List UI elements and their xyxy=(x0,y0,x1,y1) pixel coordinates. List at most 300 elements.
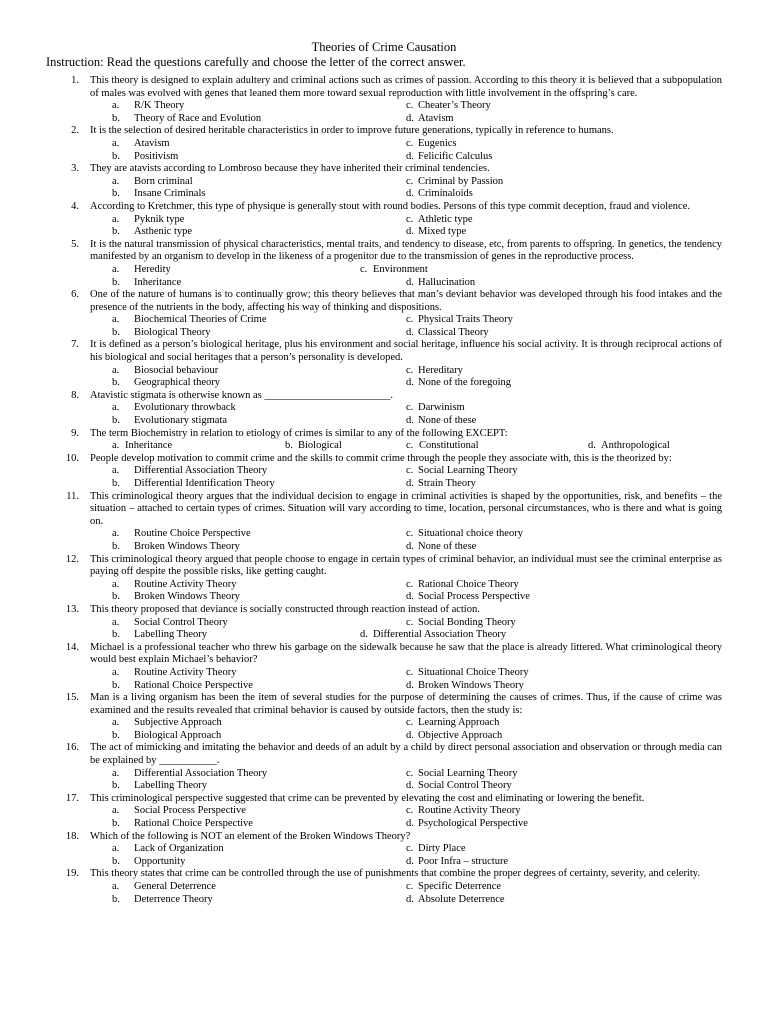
answer-option[interactable] xyxy=(360,264,428,277)
option-text: R/K Theory xyxy=(134,100,185,112)
option-row xyxy=(0,856,768,869)
option-text: Social Learning Theory xyxy=(418,465,518,477)
answer-option[interactable] xyxy=(112,843,224,856)
option-text: Eugenics xyxy=(418,137,457,149)
answer-option[interactable] xyxy=(112,314,266,327)
question-number: 12. xyxy=(65,553,79,565)
answer-option[interactable] xyxy=(406,214,473,227)
question-text: It is the natural transmission of physical characteristics, mental traits, and tendency to disease, etc, from parents to offspring. In genetics, the tendency manifested by an organism to develop in the likeness of a progenitor due to the transmission of genes in the reproductive process. xyxy=(90,238,722,263)
option-text: Differential Identification Theory xyxy=(134,478,275,489)
answer-option[interactable] xyxy=(406,780,512,793)
answer-option[interactable] xyxy=(112,264,171,277)
question-text: This theory is designed to explain adultery and criminal actions such as crimes of passion. According to this theory it is believed that a subpopulation of males was evolved with genes that leaned them more toward sexual reproduction with little involvement in the offspring’s care. xyxy=(90,75,722,99)
option-text: Mixed type xyxy=(418,226,467,238)
answer-option[interactable] xyxy=(406,528,523,541)
option-row xyxy=(0,617,768,630)
question-text: Michael is a professional teacher who threw his garbage on the sidewalk because he saw that the place is already littered. What criminological theory would best explain Michael’s behavior? xyxy=(90,641,722,666)
answer-option[interactable] xyxy=(406,415,476,428)
option-text: Objective Approach xyxy=(418,729,503,741)
question-text: Man is a living organism has been the item of several studies for the purpose of determining the causes of crimes. Thus, if the cause of crime was examined and the results revealed that criminal behavior is caused by outside factors, then the study is: xyxy=(90,692,722,716)
option-letter: b. xyxy=(112,679,120,691)
option-row xyxy=(0,528,768,541)
answer-option[interactable] xyxy=(406,327,489,340)
option-letter: c. xyxy=(406,767,414,779)
option-letter: b. xyxy=(112,818,120,830)
question-text: This theory states that crime can be controlled through the use of punishments that combine the proper degrees of certainty, severity, and celerity. xyxy=(90,868,700,880)
question-number: 4. xyxy=(71,200,79,212)
answer-option[interactable] xyxy=(112,591,240,604)
answer-option[interactable] xyxy=(406,805,520,818)
option-letter: d. xyxy=(406,540,414,552)
option-text: Darwinism xyxy=(418,402,465,414)
option-text: Broken Windows Theory xyxy=(134,591,240,603)
option-text: None of these xyxy=(418,540,477,552)
option-letter: c. xyxy=(406,440,414,452)
option-row xyxy=(0,415,768,428)
answer-option[interactable] xyxy=(406,138,457,151)
option-row xyxy=(0,843,768,856)
option-row xyxy=(0,138,768,151)
answer-option[interactable] xyxy=(112,151,178,164)
answer-option[interactable] xyxy=(112,176,193,189)
option-row xyxy=(0,314,768,327)
answer-option[interactable] xyxy=(406,377,511,390)
option-text: Biological xyxy=(298,440,342,452)
answer-option[interactable] xyxy=(112,717,222,730)
question-number: 14. xyxy=(65,641,79,653)
option-text: Physical Traits Theory xyxy=(418,314,513,326)
option-row xyxy=(0,440,768,453)
answer-option[interactable] xyxy=(112,113,261,126)
option-text: Poor Infra – structure xyxy=(418,855,509,867)
option-letter: b. xyxy=(112,326,120,338)
question-number: 17. xyxy=(65,792,79,804)
option-text: Labelling Theory xyxy=(134,629,207,641)
answer-option[interactable] xyxy=(112,680,253,693)
answer-option[interactable] xyxy=(406,176,503,189)
answer-option[interactable] xyxy=(112,214,184,227)
answer-option[interactable] xyxy=(406,579,519,592)
option-text: Biological Theory xyxy=(134,326,211,338)
answer-option[interactable] xyxy=(406,541,476,554)
option-text: Absolute Deterrence xyxy=(418,893,505,905)
option-letter: b. xyxy=(285,440,293,452)
answer-option[interactable] xyxy=(406,591,530,604)
answer-option[interactable] xyxy=(112,667,236,680)
option-letter: b. xyxy=(112,478,120,489)
option-letter: a. xyxy=(112,175,120,187)
option-letter: d. xyxy=(406,226,414,238)
instruction-text: Instruction: Read the questions carefully and choose the letter of the correct answer. xyxy=(46,55,466,69)
question-text: It is the selection of desired heritable characteristics in order to improve future generations, typically in reference to humans. xyxy=(90,125,614,137)
question-item xyxy=(0,201,768,239)
option-letter: c. xyxy=(406,578,414,590)
option-letter: a. xyxy=(112,881,120,892)
option-text: Athletic type xyxy=(418,213,473,225)
option-text: Theory of Race and Evolution xyxy=(134,112,262,124)
answer-option[interactable] xyxy=(112,415,227,428)
option-row xyxy=(0,881,768,894)
option-letter: a. xyxy=(112,717,120,729)
option-text: Constitutional xyxy=(419,440,479,452)
option-letter: d. xyxy=(406,893,414,905)
question-number: 18. xyxy=(65,830,79,842)
option-letter: b. xyxy=(112,415,120,427)
option-text: Deterrence Theory xyxy=(134,893,213,905)
answer-option[interactable] xyxy=(406,314,513,327)
option-text: Hereditary xyxy=(418,364,463,376)
answer-option[interactable] xyxy=(406,856,508,869)
option-letter: d. xyxy=(406,377,414,389)
question-number: 1. xyxy=(71,75,79,86)
option-letter: a. xyxy=(112,666,120,678)
answer-option[interactable] xyxy=(112,768,267,781)
option-text: Pyknik type xyxy=(134,213,185,225)
answer-option[interactable] xyxy=(112,138,170,151)
option-letter: d. xyxy=(406,591,414,603)
option-text: Heredity xyxy=(134,263,171,275)
option-row xyxy=(0,264,768,277)
option-text: Atavism xyxy=(418,112,454,124)
question-text: Atavistic stigmata is otherwise known as ________________________. xyxy=(90,389,394,401)
option-letter: d. xyxy=(588,440,596,452)
question-item xyxy=(0,642,768,692)
option-row xyxy=(0,717,768,730)
question-text: The term Biochemistry in relation to etiology of crimes is similar to any of the following EXCEPT: xyxy=(90,427,508,439)
answer-option[interactable] xyxy=(406,226,466,239)
answer-option[interactable] xyxy=(406,365,463,378)
option-row xyxy=(0,818,768,831)
option-letter: d. xyxy=(406,818,414,830)
question-item xyxy=(0,831,768,869)
question-number: 15. xyxy=(65,692,79,704)
option-text: Environment xyxy=(373,263,428,275)
option-letter: b. xyxy=(112,629,120,641)
option-letter: d. xyxy=(406,780,414,792)
question-number: 9. xyxy=(71,427,79,439)
option-text: None of these xyxy=(418,415,477,427)
question-text: This criminological theory argues that the individual decision to engage in criminal activities is shaped by the opportunities, risk, and benefits – the situation – attached to certain types of crimes. Situation will vary according to time, location, personal circumstances, who is there and what is going on. xyxy=(90,490,722,527)
option-letter: c. xyxy=(406,213,414,225)
option-letter: b. xyxy=(112,276,120,288)
option-letter: a. xyxy=(112,805,120,817)
option-row xyxy=(0,100,768,113)
question-item xyxy=(0,163,768,201)
option-text: Differential Association Theory xyxy=(134,465,268,477)
question-item xyxy=(0,289,768,339)
option-letter: a. xyxy=(112,465,120,477)
answer-option[interactable] xyxy=(112,440,172,453)
option-letter: d. xyxy=(406,276,414,288)
option-letter: b. xyxy=(112,377,120,389)
option-letter: c. xyxy=(406,314,414,326)
option-text: Criminaloids xyxy=(418,188,473,200)
option-text: Opportunity xyxy=(134,855,186,867)
answer-option[interactable] xyxy=(406,894,505,907)
option-letter: d. xyxy=(406,112,414,124)
answer-option[interactable] xyxy=(112,805,246,818)
answer-option[interactable] xyxy=(112,629,207,642)
answer-option[interactable] xyxy=(406,680,524,693)
answer-option[interactable] xyxy=(112,277,181,290)
option-letter: c. xyxy=(406,666,414,678)
answer-option[interactable] xyxy=(112,780,207,793)
option-text: Inheritance xyxy=(125,440,173,452)
option-text: Evolutionary stigmata xyxy=(134,415,228,427)
question-number: 6. xyxy=(71,289,79,301)
answer-option[interactable] xyxy=(406,717,499,730)
option-text: Hallucination xyxy=(418,276,476,288)
option-letter: d. xyxy=(406,478,414,489)
question-item xyxy=(0,125,768,163)
option-letter: b. xyxy=(112,112,120,124)
option-letter: a. xyxy=(112,402,120,414)
question-text: This criminological theory argued that people choose to engage in certain types of criminal behavior, an individual must see the criminal enterprise as paying off despite the possible risks, like getting caught. xyxy=(90,553,722,578)
option-text: Strain Theory xyxy=(418,478,476,489)
question-item xyxy=(0,491,768,554)
option-letter: d. xyxy=(406,326,414,338)
answer-option[interactable] xyxy=(588,440,670,453)
option-row xyxy=(0,894,768,907)
question-number: 19. xyxy=(65,868,79,880)
option-letter: a. xyxy=(112,364,120,376)
answer-option[interactable] xyxy=(406,478,476,491)
question-number: 5. xyxy=(71,238,79,250)
option-row xyxy=(0,151,768,164)
question-item xyxy=(0,339,768,389)
question-number: 7. xyxy=(71,339,79,351)
option-text: Routine Activity Theory xyxy=(134,578,237,590)
option-text: Learning Approach xyxy=(418,717,500,729)
option-letter: c. xyxy=(406,364,414,376)
answer-option[interactable] xyxy=(285,440,342,453)
answer-option[interactable] xyxy=(406,617,516,630)
option-text: Differential Association Theory xyxy=(373,629,507,641)
option-text: Labelling Theory xyxy=(134,780,207,792)
answer-option[interactable] xyxy=(406,667,529,680)
answer-option[interactable] xyxy=(112,327,211,340)
option-text: Subjective Approach xyxy=(134,717,222,729)
option-text: Broken Windows Theory xyxy=(418,679,524,691)
answer-option[interactable] xyxy=(112,894,213,907)
answer-option[interactable] xyxy=(112,226,192,239)
option-text: Insane Criminals xyxy=(134,188,206,200)
option-row xyxy=(0,730,768,743)
question-text: People develop motivation to commit crime and the skills to commit crime through the people they associate with, this is the theorized by: xyxy=(90,452,672,464)
answer-option[interactable] xyxy=(406,100,491,113)
answer-option[interactable] xyxy=(112,541,240,554)
option-text: Born criminal xyxy=(134,175,193,187)
option-text: Rational Choice Theory xyxy=(418,578,519,590)
answer-option[interactable] xyxy=(112,730,221,743)
option-text: Evolutionary throwback xyxy=(134,402,236,414)
answer-option[interactable] xyxy=(112,856,185,869)
option-row xyxy=(0,402,768,415)
option-row xyxy=(0,176,768,189)
question-item xyxy=(0,75,768,125)
option-text: Lack of Organization xyxy=(134,843,224,855)
option-letter: c. xyxy=(406,402,414,414)
option-letter: a. xyxy=(112,100,120,112)
page-title: Theories of Crime Causation xyxy=(311,40,457,54)
option-letter: c. xyxy=(360,263,368,275)
answer-option[interactable] xyxy=(406,818,528,831)
answer-option[interactable] xyxy=(406,881,501,894)
option-letter: a. xyxy=(112,767,120,779)
option-letter: d. xyxy=(406,415,414,427)
option-row xyxy=(0,214,768,227)
question-number: 11. xyxy=(66,490,79,502)
option-letter: c. xyxy=(406,175,414,187)
option-text: Situational choice theory xyxy=(418,528,523,540)
answer-option[interactable] xyxy=(406,188,473,201)
option-text: Biological Approach xyxy=(134,729,222,741)
option-text: Psychological Perspective xyxy=(418,818,528,830)
option-text: Social Bonding Theory xyxy=(418,616,516,628)
option-text: Criminal by Passion xyxy=(418,175,504,187)
answer-option[interactable] xyxy=(406,730,502,743)
option-row xyxy=(0,377,768,390)
option-letter: a. xyxy=(112,843,120,855)
option-row xyxy=(0,327,768,340)
option-text: Geographical theory xyxy=(134,377,221,389)
option-row xyxy=(0,680,768,693)
option-row xyxy=(0,591,768,604)
answer-option[interactable] xyxy=(360,629,506,642)
option-row xyxy=(0,629,768,642)
answer-option[interactable] xyxy=(112,465,267,478)
answer-option[interactable] xyxy=(112,100,184,113)
answer-option[interactable] xyxy=(406,768,518,781)
option-text: Inheritance xyxy=(134,276,182,288)
option-text: Asthenic type xyxy=(134,226,193,238)
question-item xyxy=(0,390,768,428)
answer-option[interactable] xyxy=(112,188,205,201)
option-row xyxy=(0,365,768,378)
answer-option[interactable] xyxy=(406,465,518,478)
question-text: One of the nature of humans is to continually grow; this theory believes that man’s deviant behavior was developed through his food intakes and the presence of the nutrients in the body, affecting his way of thinking and dispositions. xyxy=(90,289,722,313)
option-letter: b. xyxy=(112,780,120,792)
question-item xyxy=(0,554,768,604)
question-number: 3. xyxy=(71,163,79,175)
question-text: This criminological perspective suggested that crime can be prevented by elevating the cost and eliminating or lowering the benefit. xyxy=(90,792,645,804)
question-text: According to Kretchmer, this type of physique is generally stout with round bodies. Persons of this type commit deception, fraud and violence. xyxy=(90,200,690,212)
option-letter: a. xyxy=(112,578,120,590)
question-number: 8. xyxy=(71,389,79,401)
option-text: Routine Choice Perspective xyxy=(134,528,251,540)
option-letter: c. xyxy=(406,805,414,817)
option-letter: d. xyxy=(406,150,414,162)
option-text: Social Control Theory xyxy=(134,616,228,628)
answer-option[interactable] xyxy=(406,113,454,126)
answer-option[interactable] xyxy=(406,277,475,290)
option-letter: c. xyxy=(406,616,414,628)
option-row xyxy=(0,188,768,201)
option-letter: b. xyxy=(112,893,120,905)
question-item xyxy=(0,742,768,792)
answer-option[interactable] xyxy=(112,881,216,894)
option-row xyxy=(0,579,768,592)
option-letter: c. xyxy=(406,881,414,892)
option-letter: d. xyxy=(360,629,368,641)
answer-option[interactable] xyxy=(406,402,465,415)
question-number: 2. xyxy=(71,125,79,137)
question-item xyxy=(0,453,768,491)
option-letter: b. xyxy=(112,150,120,162)
option-letter: c. xyxy=(406,465,414,477)
option-text: Cheater’s Theory xyxy=(418,100,491,112)
option-letter: c. xyxy=(406,717,414,729)
option-letter: c. xyxy=(406,100,414,112)
question-text: This theory proposed that deviance is socially constructed through reaction instead of action. xyxy=(90,603,480,615)
answer-option[interactable] xyxy=(112,377,220,390)
option-text: Anthropological xyxy=(601,440,670,452)
option-letter: a. xyxy=(112,137,120,149)
option-letter: a. xyxy=(112,440,120,452)
option-text: General Deterrence xyxy=(134,881,216,892)
answer-option[interactable] xyxy=(112,617,228,630)
option-text: Situational Choice Theory xyxy=(418,666,529,678)
answer-option[interactable] xyxy=(112,365,218,378)
option-text: Biosocial behaviour xyxy=(134,364,219,376)
option-text: Social Process Perspective xyxy=(134,805,246,817)
option-row xyxy=(0,541,768,554)
option-text: Specific Deterrence xyxy=(418,881,502,892)
option-row xyxy=(0,226,768,239)
option-row xyxy=(0,113,768,126)
option-letter: b. xyxy=(112,729,120,741)
answer-option[interactable] xyxy=(406,843,466,856)
question-item xyxy=(0,604,768,642)
question-item xyxy=(0,868,768,906)
answer-option[interactable] xyxy=(112,579,236,592)
option-text: Felicific Calculus xyxy=(418,150,493,162)
option-row xyxy=(0,780,768,793)
answer-option[interactable] xyxy=(406,440,479,453)
option-letter: b. xyxy=(112,540,120,552)
option-text: Dirty Place xyxy=(418,843,466,855)
answer-option[interactable] xyxy=(112,818,253,831)
answer-option[interactable] xyxy=(112,402,236,415)
answer-option[interactable] xyxy=(112,528,251,541)
option-row xyxy=(0,478,768,491)
option-letter: a. xyxy=(112,213,120,225)
question-number: 10. xyxy=(65,452,79,464)
option-letter: d. xyxy=(406,188,414,200)
option-text: None of the foregoing xyxy=(418,377,512,389)
option-text: Rational Choice Perspective xyxy=(134,818,253,830)
option-text: Positivism xyxy=(134,150,179,162)
answer-option[interactable] xyxy=(406,151,492,164)
option-letter: c. xyxy=(406,843,414,855)
option-text: Social Control Theory xyxy=(418,780,512,792)
option-row xyxy=(0,667,768,680)
option-letter: b. xyxy=(112,188,120,200)
option-text: Differential Association Theory xyxy=(134,767,268,779)
question-text: The act of mimicking and imitating the behavior and deeds of an adult by a child by direct personal association and observation or through media can be explained by ___________. xyxy=(90,742,722,767)
option-letter: d. xyxy=(406,729,414,741)
question-text: It is defined as a person’s biological heritage, plus his environment and social heritage, influence his social activity. It is through reciprocal actions of his biological and social heritages that a person’s personality is developed. xyxy=(90,339,722,364)
question-item xyxy=(0,428,768,453)
option-row xyxy=(0,768,768,781)
answer-option[interactable] xyxy=(112,478,275,491)
question-item xyxy=(0,793,768,831)
option-text: Rational Choice Perspective xyxy=(134,679,253,691)
option-text: Biochemical Theories of Crime xyxy=(134,314,267,326)
option-letter: a. xyxy=(112,263,120,275)
option-row xyxy=(0,277,768,290)
option-letter: b. xyxy=(112,855,120,867)
